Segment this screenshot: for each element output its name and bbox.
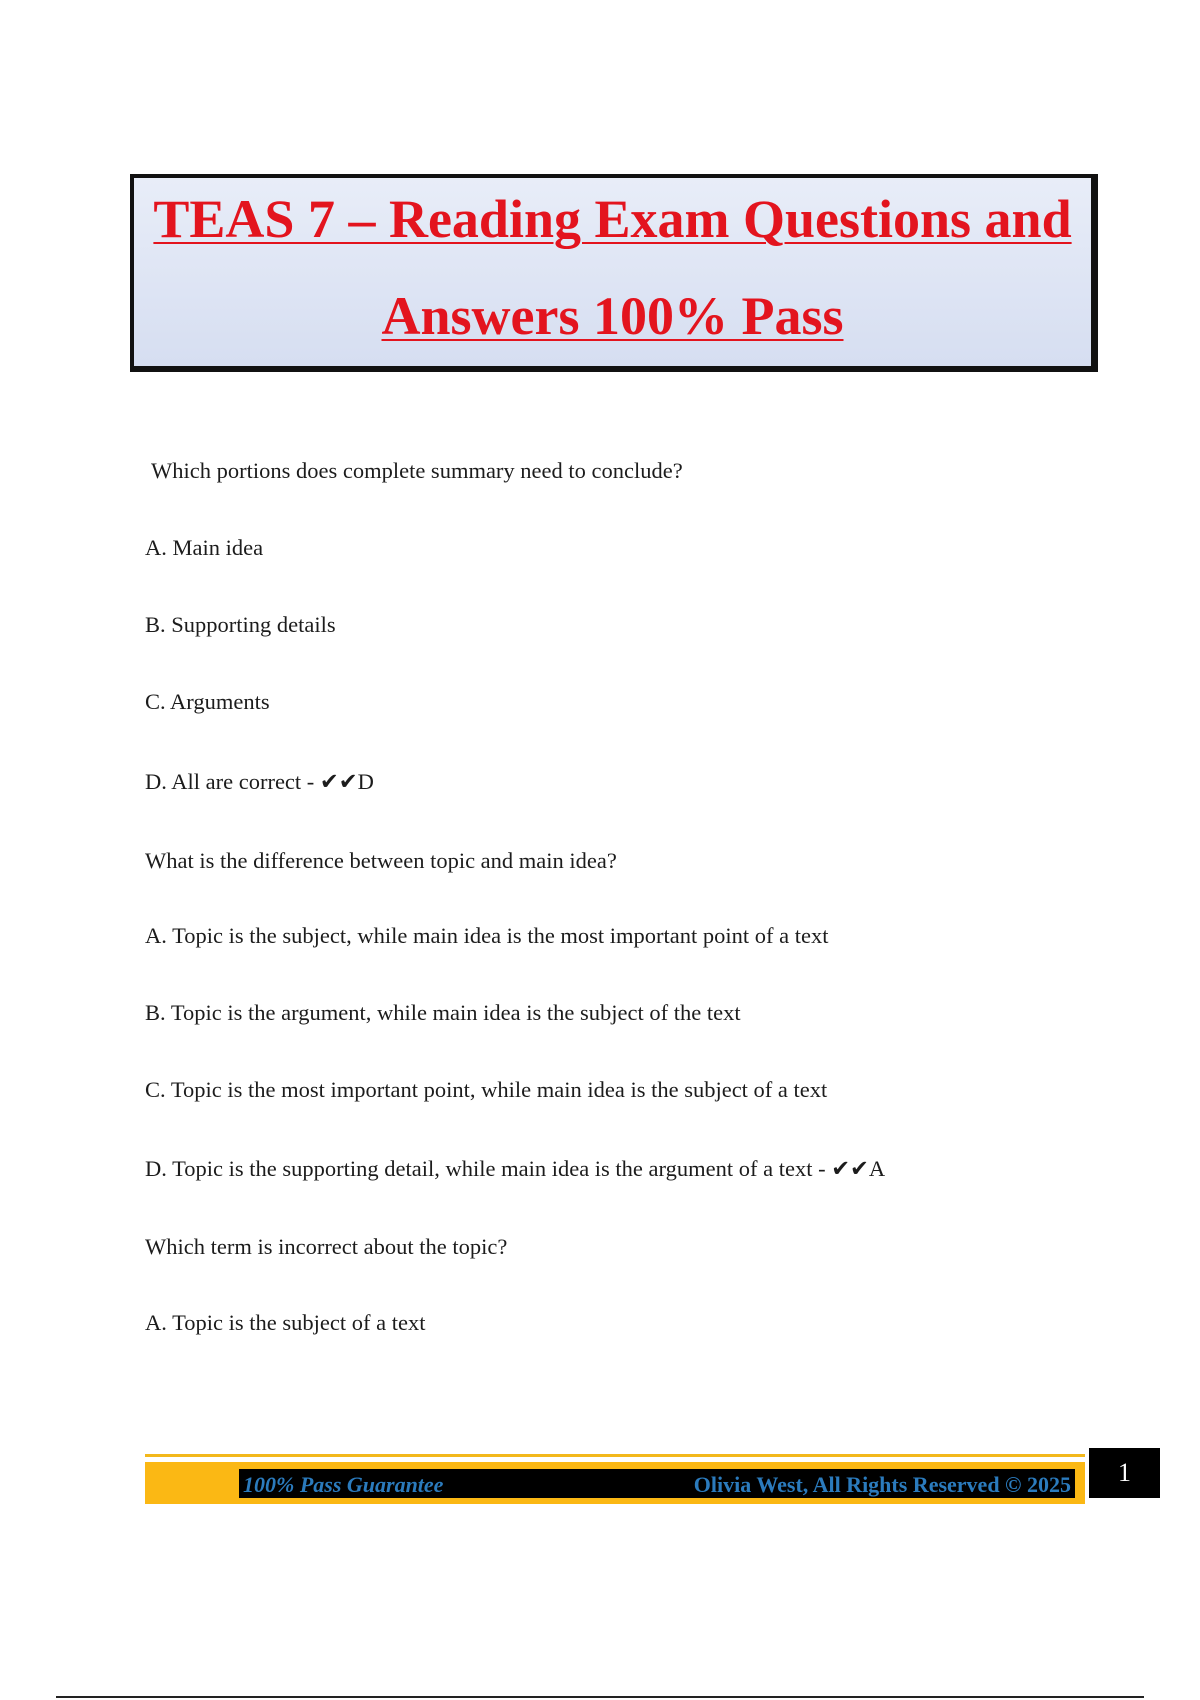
question-1-option-a: A. Main idea xyxy=(145,535,264,560)
question-1-option-d: D. All are correct - ✔✔D xyxy=(145,769,374,794)
question-3-option-a: A. Topic is the subject of a text xyxy=(145,1310,426,1335)
footer-copyright-text: Olivia West, All Rights Reserved © 2025 xyxy=(693,1472,1071,1497)
footer-bar xyxy=(239,1469,1075,1498)
question-2-option-b: B. Topic is the argument, while main idea is the subject of the text xyxy=(145,1000,741,1025)
document-title-line-2: Answers 100% Pass xyxy=(381,286,844,346)
question-2-option-c: C. Topic is the most important point, while main idea is the subject of a text xyxy=(145,1077,828,1102)
page-number: 1 xyxy=(1089,1448,1160,1498)
page-bottom-rule xyxy=(56,1696,1144,1698)
question-3-text: Which term is incorrect about the topic? xyxy=(145,1234,508,1259)
document-title-line-1: TEAS 7 – Reading Exam Questions and xyxy=(153,189,1072,249)
question-1-text: Which portions does complete summary need to conclude? xyxy=(151,458,683,483)
question-2-text: What is the difference between topic and main idea? xyxy=(145,848,617,873)
question-1-option-b: B. Supporting details xyxy=(145,612,336,637)
question-2-option-d: D. Topic is the supporting detail, while main idea is the argument of a text - ✔✔A xyxy=(145,1156,886,1181)
question-list xyxy=(145,458,1105,1336)
footer-band xyxy=(145,1462,1085,1504)
title-box xyxy=(130,174,1098,372)
footer-rule xyxy=(145,1454,1085,1457)
footer-guarantee-text: 100% Pass Guarantee xyxy=(243,1472,444,1497)
question-2-option-a: A. Topic is the subject, while main idea is the most important point of a text xyxy=(145,923,829,948)
question-1-option-c: C. Arguments xyxy=(145,689,270,714)
